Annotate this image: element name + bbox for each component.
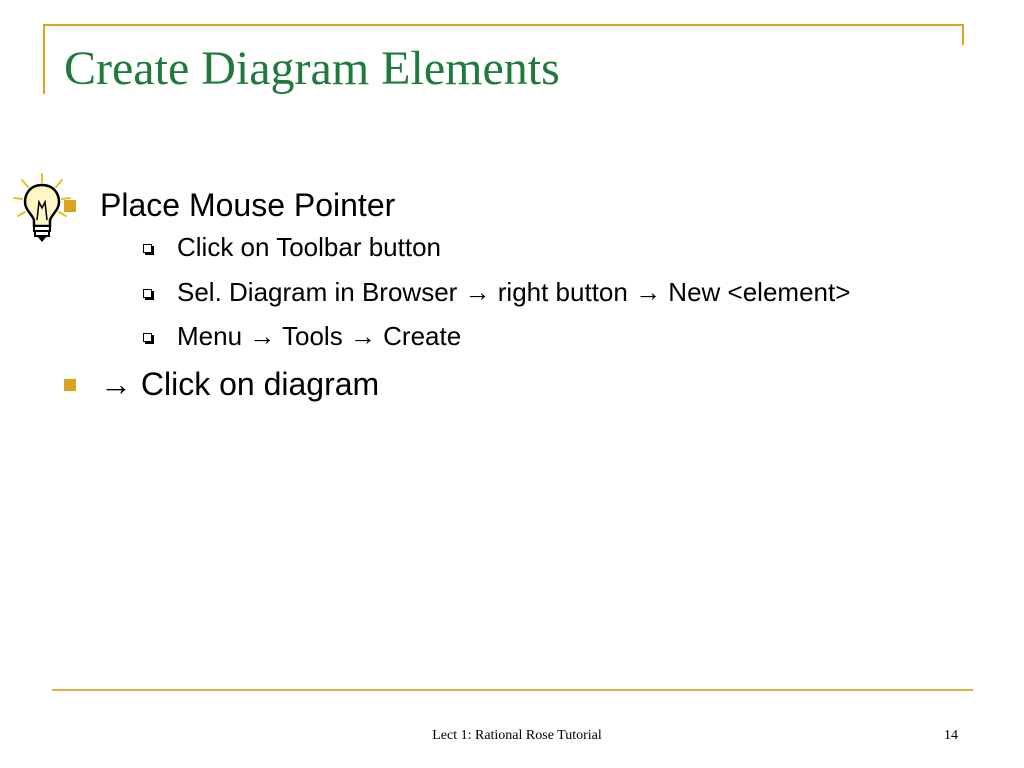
sub-bullet-text: Menu → Tools → Create: [177, 320, 462, 351]
bullet-text: Place Mouse Pointer: [100, 187, 396, 223]
sub-bullet-text: Click on Toolbar button: [177, 232, 442, 263]
square-bullet-icon: [64, 379, 76, 391]
slide-title: Create Diagram Elements: [64, 42, 560, 95]
frame-top-line: [43, 24, 964, 26]
square-bullet-icon: [64, 200, 76, 212]
sub-bullet-text: Sel. Diagram in Browser → right button → New <element>: [177, 276, 851, 307]
frame-right-line: [962, 24, 964, 45]
sub-bullet-item: [100, 321, 850, 352]
bullet-list: [60, 186, 850, 403]
sub-bullet-item: [100, 277, 850, 308]
hollow-square-bullet-icon: [143, 289, 152, 298]
frame-left-line: [43, 24, 45, 94]
sub-bullet-item: [100, 232, 850, 263]
bullet-item: [60, 365, 850, 403]
bullet-item: [60, 186, 850, 352]
hollow-square-bullet-icon: [143, 333, 152, 342]
footer-divider: [52, 689, 973, 691]
hollow-square-bullet-icon: [143, 244, 152, 253]
page-number: 14: [944, 728, 958, 743]
footer-text: Lect 1: Rational Rose Tutorial: [432, 728, 602, 743]
sub-bullet-list: [100, 232, 850, 352]
bullet-text: → Click on diagram: [100, 365, 380, 402]
